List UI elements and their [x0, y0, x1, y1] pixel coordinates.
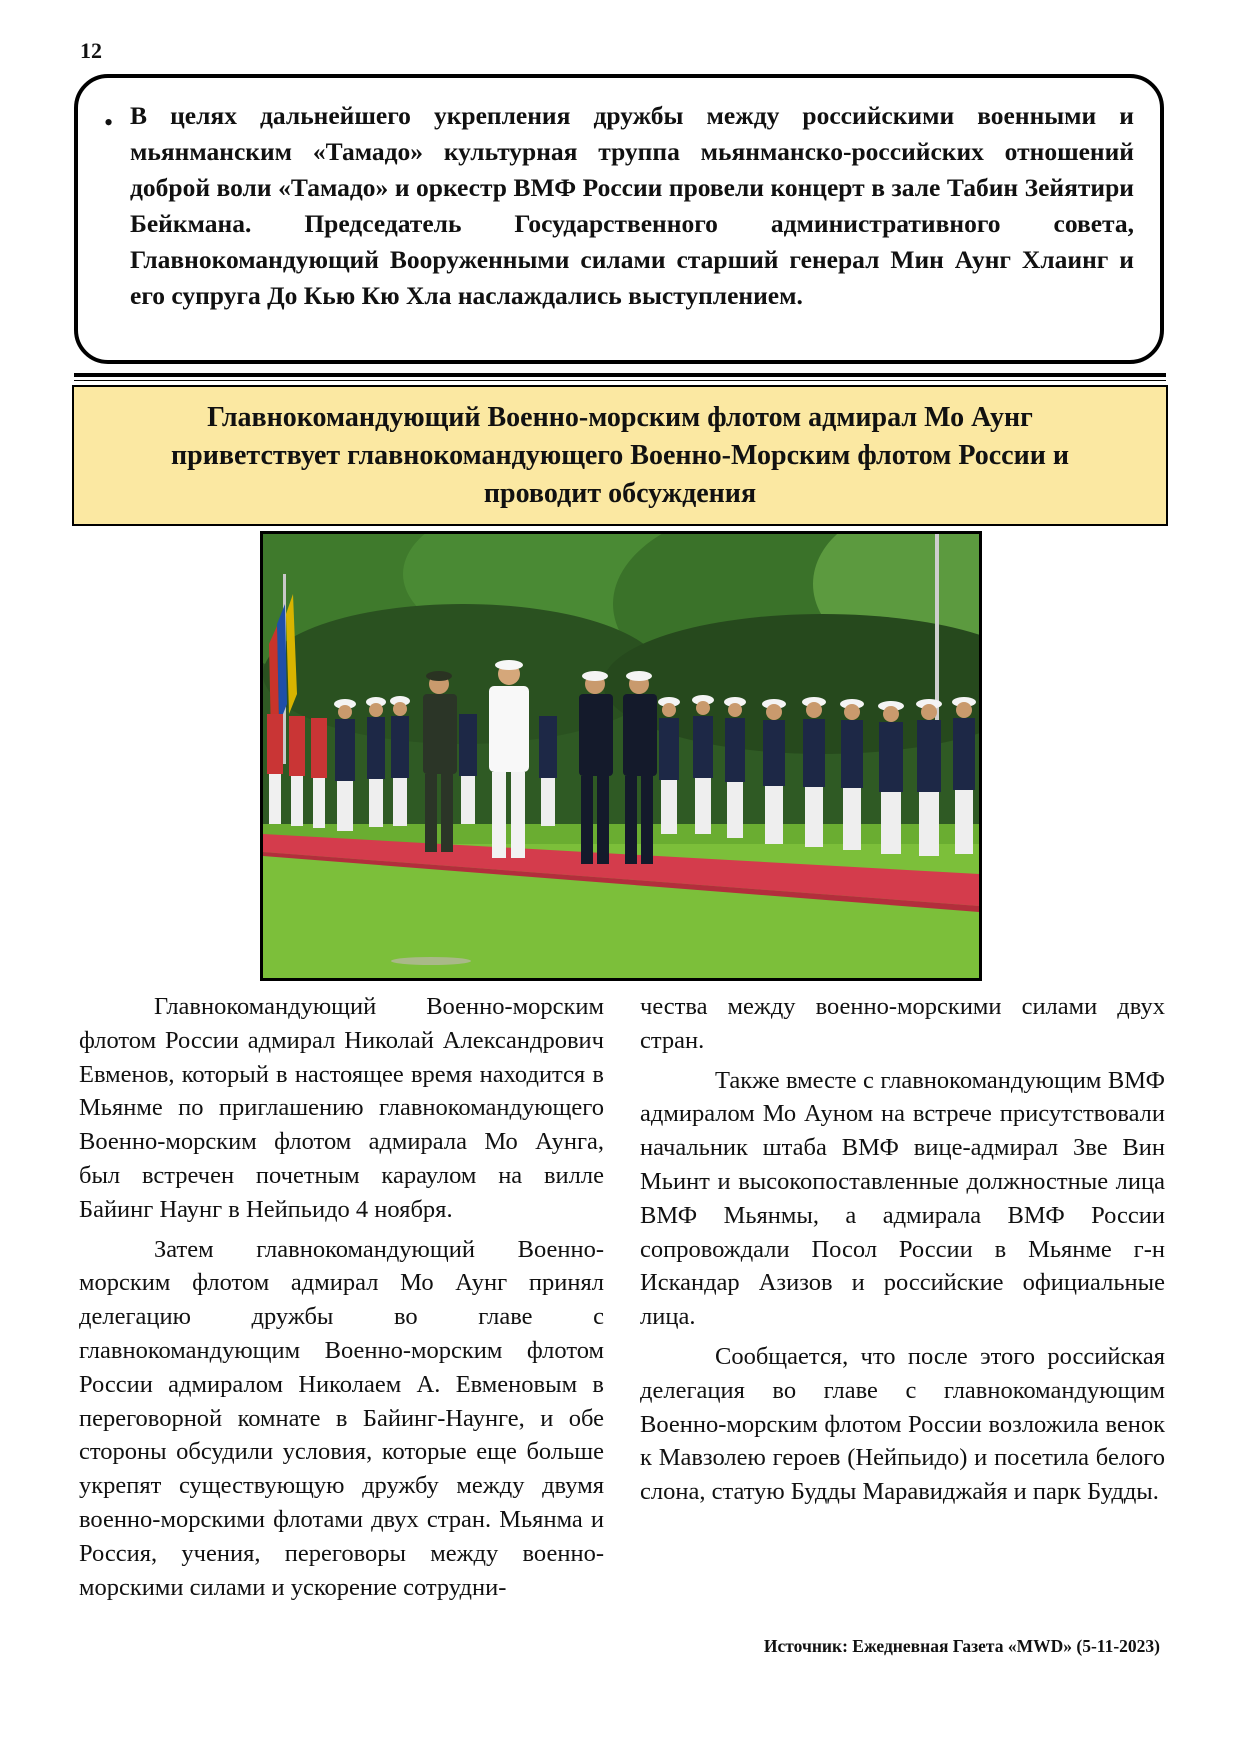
- article-source: Источник: Ежедневная Газета «MWD» (5-11-2023): [763, 1636, 1160, 1656]
- article-headline-banner: [72, 385, 1168, 526]
- article-paragraph: Также вместе с главнокомандующим ВМФ адмиралом Мо Ауном на встрече присутствовали начальник штаба ВМФ вице-адмирал Зве Вин Мьинт и высокопоставленные должностные лица ВМФ Мьянмы, а адмирала ВМФ России сопровождали Посол России в Мьянме г-н Искандар Азизов и российские официальные лица.: [640, 1066, 1165, 1331]
- article-paragraph-continuation: чества между военно-морскими силами двух стран.: [640, 993, 1165, 1054]
- divider-thick: [74, 373, 1166, 377]
- honor-guard-photo-illustration: [263, 534, 979, 978]
- article-column-right: [640, 990, 1165, 1515]
- bullet-icon: •: [104, 108, 114, 137]
- bullet-text: В целях дальнейшего укрепления дружбы между российскими военными и мьянманским «Тамадо» культурная труппа мьянманско-российских отношений доброй воли «Тамадо» и оркестр ВМФ России провели концерт в зале Табин Зейятири Бейкмана. Председатель Государственного административного совета, Главнокомандующий Вооруженными силами старший генерал Мин Аунг Хлаинг и его супруга До Кью Кю Хла наслаждались выступлением.: [130, 101, 1134, 310]
- divider-thin: [74, 380, 1166, 381]
- bullet-callout-box: [74, 74, 1164, 364]
- article-column-left: [79, 990, 604, 1610]
- article-paragraph: Сообщается, что после этого российская делегация во главе с главнокомандующим Военно-морским флотом России возложила венок к Мавзолею героев (Нейпьидо) и посетила белого слона, статую Будды Маравиджайя и парк Будды.: [640, 1342, 1165, 1506]
- article-photo: [260, 531, 982, 981]
- page-number: 12: [80, 38, 102, 63]
- article-paragraph: Главнокомандующий Военно-морским флотом России адмирал Николай Александрович Евменов, который в настоящее время находится в Мьянме по приглашению главнокомандующего Военно-морским флотом адмирала Мо Аунга, был встречен почетным караулом на вилле Байинг Наунг в Нейпьидо 4 ноября.: [79, 993, 604, 1223]
- article-headline: Главнокомандующий Военно-морским флотом адмирал Мо Аунг приветствует главнокомандующего Военно-Морским флотом России и проводит обсуждения: [171, 401, 1069, 509]
- article-paragraph: Затем главнокомандующий Военно-морским флотом адмирал Мо Аунг принял делегацию дружбы во главе с главнокомандующим Военно-морским флотом России адмиралом Николаем А. Евменовым в переговорной комнате в Байинг-Наунге, и обе стороны обсудили условия, которые еще больше укрепят существующую дружбу между двумя военно-морскими флотами двух стран. Мьянма и Россия, учения, переговоры между военно-морскими силами и ускорение сотрудни-: [79, 1235, 604, 1601]
